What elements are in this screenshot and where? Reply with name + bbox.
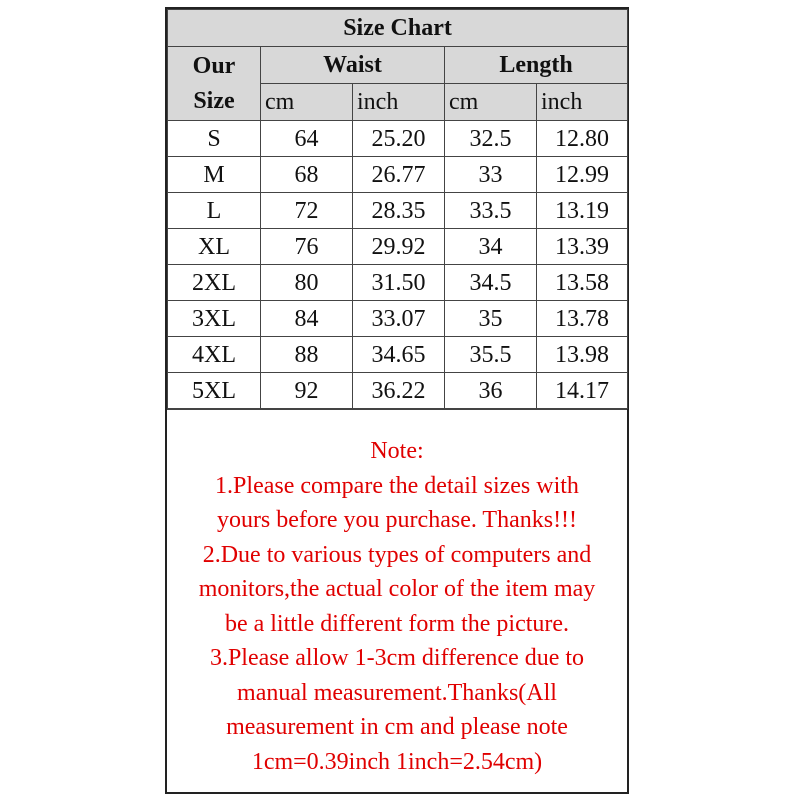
length-cm-cell: 36 bbox=[445, 373, 537, 409]
waist-cm-cell: 76 bbox=[261, 229, 353, 265]
waist-cm-cell: 92 bbox=[261, 373, 353, 409]
waist-inch-cell: 36.22 bbox=[353, 373, 445, 409]
note-line: 2.Due to various types of computers and bbox=[202, 541, 592, 568]
length-inch-cell: 12.80 bbox=[537, 121, 628, 157]
length-cm-cell: 35 bbox=[445, 301, 537, 337]
note-line: 3.Please allow 1-3cm difference due to bbox=[209, 645, 585, 671]
size-cell: 4XL bbox=[168, 337, 261, 373]
size-table bbox=[167, 9, 628, 409]
size-cell: XL bbox=[168, 229, 261, 265]
note-section bbox=[167, 409, 627, 802]
waist-cm-cell: 80 bbox=[261, 265, 353, 301]
note-line: 1.Please compare the detail sizes with bbox=[215, 472, 579, 499]
waist-cm-cell: 64 bbox=[261, 121, 353, 157]
waist-header: Waist bbox=[261, 47, 445, 84]
note-line: yours before you purchase. Thanks!!! bbox=[216, 507, 578, 533]
table-row bbox=[168, 265, 628, 301]
note-line: manual measurement.Thanks(All bbox=[237, 679, 557, 706]
waist-inch-cell: 25.20 bbox=[353, 121, 445, 157]
note-heading: Note: bbox=[370, 438, 424, 464]
table-row bbox=[168, 121, 628, 157]
table-row bbox=[168, 229, 628, 265]
length-inch-cell: 14.17 bbox=[537, 373, 628, 409]
waist-inch-cell: 31.50 bbox=[353, 265, 445, 301]
size-chart bbox=[165, 7, 629, 794]
waist-cm-cell: 84 bbox=[261, 301, 353, 337]
table-row bbox=[168, 157, 628, 193]
length-cm-cell: 32.5 bbox=[445, 121, 537, 157]
length-inch-cell: 13.98 bbox=[537, 337, 628, 373]
length-inch-cell: 13.78 bbox=[537, 301, 628, 337]
waist-inch-cell: 34.65 bbox=[353, 337, 445, 373]
our-size-header-line2: Size bbox=[193, 87, 235, 114]
length-inch-header: inch bbox=[537, 84, 628, 121]
length-inch-cell: 13.19 bbox=[537, 193, 628, 229]
length-cm-cell: 33.5 bbox=[445, 193, 537, 229]
waist-inch-header: inch bbox=[353, 84, 445, 121]
length-cm-cell: 34.5 bbox=[445, 265, 537, 301]
length-inch-cell: 13.39 bbox=[537, 229, 628, 265]
waist-cm-header: cm bbox=[261, 84, 353, 121]
note-line: 1cm=0.39inch 1inch=2.54cm) bbox=[251, 748, 543, 775]
chart-title: Size Chart bbox=[168, 10, 628, 47]
length-cm-cell: 34 bbox=[445, 229, 537, 265]
length-header: Length bbox=[445, 47, 628, 84]
length-cm-cell: 33 bbox=[445, 157, 537, 193]
size-cell: 5XL bbox=[168, 373, 261, 409]
length-cm-header: cm bbox=[445, 84, 537, 121]
table-row bbox=[168, 193, 628, 229]
length-cm-cell: 35.5 bbox=[445, 337, 537, 373]
note-line: be a little different form the picture. bbox=[224, 610, 570, 637]
waist-cm-cell: 72 bbox=[261, 193, 353, 229]
table-row bbox=[168, 301, 628, 337]
table-row bbox=[168, 337, 628, 373]
waist-inch-cell: 28.35 bbox=[353, 193, 445, 229]
waist-cm-cell: 68 bbox=[261, 157, 353, 193]
size-cell: M bbox=[168, 157, 261, 193]
waist-cm-cell: 88 bbox=[261, 337, 353, 373]
our-size-header bbox=[168, 47, 261, 121]
size-cell: 3XL bbox=[168, 301, 261, 337]
note-line: monitors,the actual color of the item may bbox=[198, 576, 596, 602]
length-inch-cell: 13.58 bbox=[537, 265, 628, 301]
note-line: measurement in cm and please note bbox=[226, 714, 568, 740]
waist-inch-cell: 26.77 bbox=[353, 157, 445, 193]
size-cell: L bbox=[168, 193, 261, 229]
table-row bbox=[168, 373, 628, 409]
waist-inch-cell: 29.92 bbox=[353, 229, 445, 265]
size-cell: S bbox=[168, 121, 261, 157]
our-size-header-line1: Our bbox=[192, 52, 236, 79]
size-cell: 2XL bbox=[168, 265, 261, 301]
waist-inch-cell: 33.07 bbox=[353, 301, 445, 337]
length-inch-cell: 12.99 bbox=[537, 157, 628, 193]
